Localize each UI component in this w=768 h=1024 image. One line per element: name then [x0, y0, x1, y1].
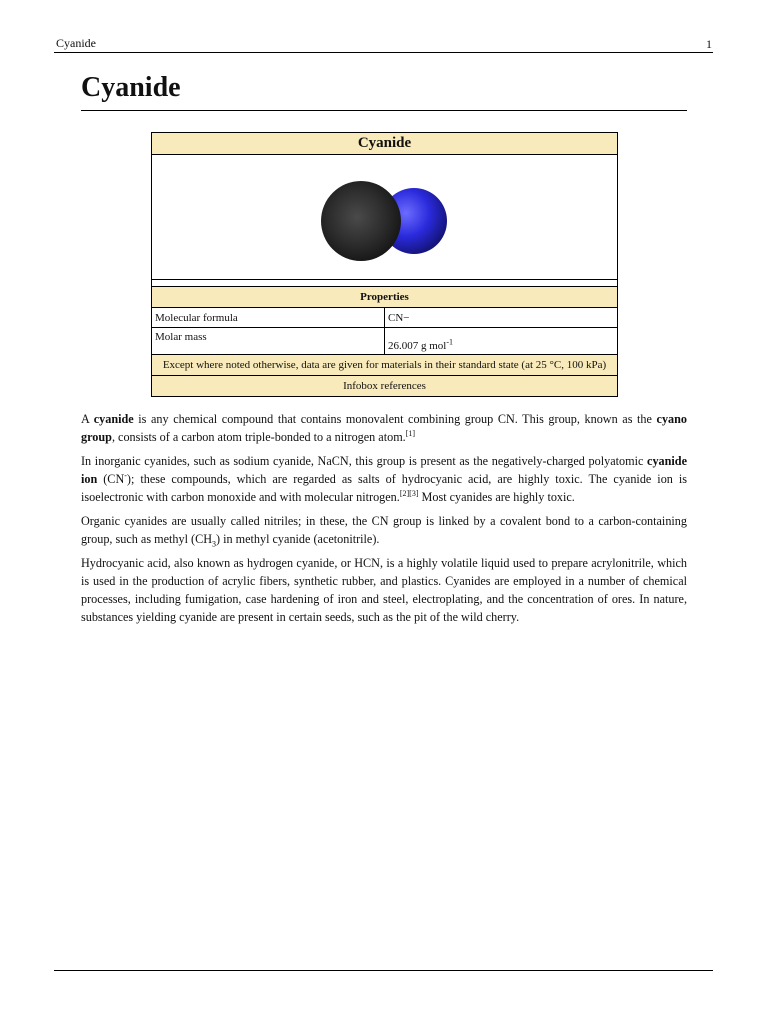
infobox-standard-state-note: Except where noted otherwise, data are given for materials in their standard state (at 25 °C, 100 kPa) [152, 355, 618, 376]
paragraph-intro [81, 410, 687, 446]
citation-link[interactable]: [1] [405, 428, 416, 438]
text-span: , consists of a carbon atom triple-bonded to a nitrogen atom. [111, 430, 406, 444]
infobox-references-link[interactable]: Infobox references [152, 376, 618, 397]
paragraph-hydrocyanic: Hydrocyanic acid, also known as hydrogen cyanide, or HCN, is a highly volatile liquid used to prepare acrylonitrile, which is used in the production of acrylic fibers, synthetic rubber, and plastics. Cyanides are employed in a number of chemical processes, including fumigation, case hardening of iron and steel, electroplating, and the concentration of ores. In nature, substances yielding cyanide are present in certain seeds, such as the pit of the wild cherry. [81, 556, 687, 624]
page-title: Cyanide [81, 70, 687, 111]
molar-mass-value [385, 328, 618, 355]
subscript-3: 3 [212, 539, 216, 549]
molar-mass-label: Molar mass [152, 328, 385, 355]
molar-mass-number: 26.007 g mol [388, 340, 447, 352]
page-number: 1 [706, 37, 712, 51]
citation-link[interactable]: [2][3] [399, 488, 419, 498]
term-cyanide-ion: cyanide ion [81, 454, 687, 486]
text-span: ) in methyl cyanide (acetonitrile). [216, 532, 380, 546]
cyanide-molecule-image [305, 165, 465, 275]
molecular-formula-label: Molecular formula [152, 308, 385, 328]
text-span: is any chemical compound that contains monovalent combining group CN. This group, known as the [133, 412, 657, 426]
paragraph-organic [81, 512, 687, 548]
molecular-formula-value: CN− [385, 308, 618, 328]
molar-mass-exponent: -1 [446, 337, 454, 347]
paragraph-inorganic [81, 452, 687, 506]
charge-superscript: - [124, 470, 127, 480]
infobox-image-cell [152, 155, 618, 280]
text-span: (CN [97, 472, 125, 486]
article-body [81, 410, 687, 632]
term-cyano-group: cyano group [81, 412, 687, 444]
infobox [151, 132, 618, 397]
footer-rule [54, 970, 713, 971]
infobox-section-properties: Properties [152, 287, 618, 308]
text-span: Most cyanides are highly toxic. [418, 490, 575, 504]
text-span: ); these compounds, which are regarded as salts of hydrocyanic acid, are highly toxic. The cyanide ion is isoelectronic with carbon monoxide and with molecular nitrogen. [81, 472, 687, 504]
text-span: Organic cyanides are usually called nitriles; in these, the CN group is linked by a covalent bond to a carbon-containing group, such as methyl (CH [81, 514, 687, 546]
running-header-title: Cyanide [56, 36, 96, 50]
carbon-atom [321, 181, 401, 261]
infobox-spacer [152, 280, 618, 287]
term-cyanide: cyanide [93, 412, 134, 426]
text-span: In inorganic cyanides, such as sodium cyanide, NaCN, this group is present as the negatively-charged polyatomic [81, 454, 648, 468]
infobox-title: Cyanide [152, 133, 618, 155]
text-span: A [81, 412, 94, 426]
running-header [54, 35, 713, 53]
